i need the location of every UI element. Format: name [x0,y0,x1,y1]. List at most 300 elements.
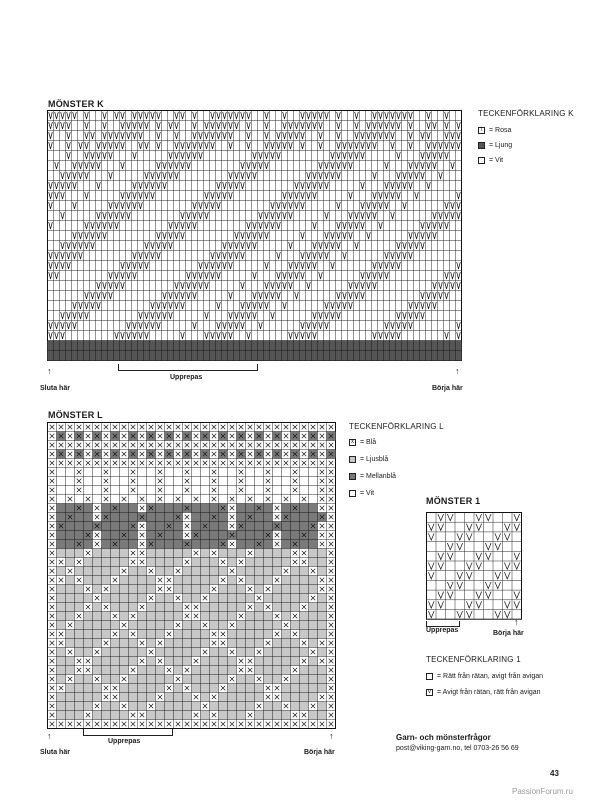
l-cell [84,693,93,702]
l-cell [273,711,282,720]
k-cell [264,341,270,351]
legend-row [426,671,543,681]
l-cell [174,612,183,621]
l-cell [120,666,129,675]
k-cell [72,341,78,351]
k-cell [330,351,336,361]
l-cell [111,621,120,630]
l-cell [219,585,228,594]
swatch-blank-icon [478,157,485,164]
l-cell [129,657,138,666]
k-cell [408,341,414,351]
l-cell [183,630,192,639]
l-cell [75,639,84,648]
l-cell [183,585,192,594]
l-cell [237,684,246,693]
k-cell [378,341,384,351]
l-cell [318,630,327,639]
l-cell [138,594,147,603]
k-cell [408,351,414,361]
l-cell [165,621,174,630]
k-cell [90,351,96,361]
k-cell [450,341,456,351]
l-cell [255,603,264,612]
l-cell [165,567,174,576]
l-cell [201,684,210,693]
l-cell [246,540,255,549]
l-cell [84,684,93,693]
l-cell [57,549,66,558]
l-cell [264,630,273,639]
l-cell [120,576,129,585]
legend-label: = Vit [489,156,504,164]
l-cell [174,684,183,693]
legend-row [349,488,396,498]
k-cell [180,341,186,351]
l-cell [264,540,273,549]
k-cell [138,341,144,351]
l-cell [210,702,219,711]
l-cell [255,693,264,702]
l-cell [84,630,93,639]
k-cell [234,341,240,351]
swatch-v-icon: v [428,688,431,695]
l-cell [57,711,66,720]
l-cell [309,693,318,702]
l-cell [84,702,93,711]
l-cell [255,522,264,531]
l-cell [300,612,309,621]
contact-heading: Garn- och mönsterfrågor [396,733,491,742]
k-cell [78,351,84,361]
l-cell [273,648,282,657]
l-cell [102,522,111,531]
l-cell [318,603,327,612]
l-cell [111,648,120,657]
k-cell [396,341,402,351]
l-cell [192,594,201,603]
l-cell [264,567,273,576]
l-cell [237,603,246,612]
monster-l-end-label: Börja här [304,749,335,756]
l-cell [93,603,102,612]
legend-row [349,437,396,447]
k-cell [252,351,258,361]
k-cell [84,351,90,361]
k-cell [198,341,204,351]
k-frame [48,111,462,361]
l-cell [201,639,210,648]
k-cell [414,341,420,351]
k-cell [402,341,408,351]
k-cell [162,351,168,361]
l-cell [246,576,255,585]
l-cell [75,675,84,684]
l-cell [246,684,255,693]
l-cell [201,540,210,549]
l-cell [291,513,300,522]
l-cell [219,549,228,558]
l-cell [246,504,255,513]
l-cell [282,711,291,720]
l-cell [318,684,327,693]
l-cell [219,513,228,522]
monster-l-chart [47,422,337,729]
l-cell [210,558,219,567]
l-cell [57,675,66,684]
l-cell [228,603,237,612]
k-cell [162,341,168,351]
l-cell [219,711,228,720]
legend-row [478,125,512,135]
l-cell [237,702,246,711]
l-cell [66,540,75,549]
l-cell [66,594,75,603]
monster-1-legend-title: TECKENFÖRKLARING 1 [426,655,521,664]
k-cell [144,341,150,351]
l-cell [282,558,291,567]
k-cell [414,351,420,361]
l-cell [273,603,282,612]
l-cell [201,558,210,567]
l-cell [147,531,156,540]
l-cell [210,576,219,585]
k-cell [360,341,366,351]
l-cell [255,558,264,567]
l-cell [318,666,327,675]
l-cell [264,576,273,585]
l-cell [84,567,93,576]
l-cell [111,558,120,567]
l-cell [66,576,75,585]
monster-1-legend [426,671,543,697]
k-cell [246,341,252,351]
l-cell [111,702,120,711]
l-cell [201,531,210,540]
l-cell [201,711,210,720]
l-cell [165,702,174,711]
l-cell [273,594,282,603]
l-cell [120,504,129,513]
l-cell [156,702,165,711]
l-cell [228,549,237,558]
l-cell [66,657,75,666]
l-cell [228,576,237,585]
l-cell [102,711,111,720]
l-cell [93,549,102,558]
k-cell [288,351,294,361]
k-cell [234,351,240,361]
l-cell [219,621,228,630]
k-cell [342,351,348,361]
l-cell [282,540,291,549]
legend-row [426,687,543,697]
l-cell [129,540,138,549]
l-cell [210,540,219,549]
l-cell [138,666,147,675]
k-cell [270,341,276,351]
swatch-blank-icon [349,490,356,497]
l-cell [282,549,291,558]
page-number: 43 [550,769,559,778]
l-cell [129,621,138,630]
l-cell [156,558,165,567]
l-cell [201,603,210,612]
k-cell [228,341,234,351]
k-cell [276,341,282,351]
k-cell [84,341,90,351]
l-cell [84,675,93,684]
l-cell [237,540,246,549]
l-cell [57,657,66,666]
l-cell [102,531,111,540]
l-cell [120,630,129,639]
l-cell [75,648,84,657]
l-cell [300,693,309,702]
l-cell [237,504,246,513]
l-cell [282,648,291,657]
l-cell [246,702,255,711]
l-cell [237,531,246,540]
l-cell [147,522,156,531]
l-cell [273,585,282,594]
k-cell [342,341,348,351]
legend-row [349,454,396,464]
k-cell [72,351,78,361]
monster-k-end-label: Börja här [432,385,463,392]
k-cell [246,351,252,361]
l-cell [255,549,264,558]
l-cell [165,531,174,540]
l-cell [129,639,138,648]
l-cell [111,531,120,540]
l-cell [156,513,165,522]
l-cell [57,612,66,621]
l-cell [102,594,111,603]
l-cell [300,576,309,585]
l-cell [129,576,138,585]
l-cell [264,594,273,603]
l-cell [210,657,219,666]
l-cell [84,648,93,657]
l-cell [156,621,165,630]
k-cell [324,351,330,361]
l-cell [57,621,66,630]
l-cell [237,711,246,720]
legend-label: = Ljusblå [360,455,389,463]
l-cell [57,594,66,603]
k-cell [456,351,462,361]
l-cell [138,567,147,576]
l-cell [174,531,183,540]
l-cell [246,675,255,684]
k-cell [48,341,54,351]
l-cell [102,657,111,666]
l-cell [228,639,237,648]
l-cell [66,531,75,540]
legend-label: = Rosa [489,126,512,134]
l-cell [246,621,255,630]
l-cell [111,603,120,612]
l-cell [174,657,183,666]
k-cell [222,341,228,351]
l-cell [309,576,318,585]
l-cell [273,657,282,666]
l-cell [174,711,183,720]
l-cell [183,639,192,648]
l-cell [291,585,300,594]
l-cell [255,684,264,693]
l-cell [228,657,237,666]
l-cell [255,657,264,666]
l-cell [120,585,129,594]
l-cell [66,585,75,594]
l-cell [102,666,111,675]
l-cell [228,693,237,702]
monster-l-start-label: Sluta här [40,749,70,756]
l-cell [264,657,273,666]
l-cell [237,567,246,576]
l-cell [309,684,318,693]
l-cell [156,684,165,693]
l-cell [237,621,246,630]
l-cell [57,531,66,540]
l-cell [138,585,147,594]
l-cell [138,702,147,711]
l-cell [282,576,291,585]
l-cell [246,630,255,639]
l-cell [156,603,165,612]
l-cell [102,540,111,549]
l-cell [75,567,84,576]
l-cell [237,639,246,648]
k-cell [366,341,372,351]
l-cell [300,513,309,522]
legend-label: = Rätt från rätan, avigt från avigan [437,672,544,680]
swatch-dark-icon [478,142,485,149]
k-cell [48,351,54,361]
l-cell [309,711,318,720]
l-cell [309,585,318,594]
l-cell [75,585,84,594]
l-cell [219,702,228,711]
l-cell [138,576,147,585]
l-cell [192,504,201,513]
l-cell [291,639,300,648]
l-cell [120,612,129,621]
l-cell [75,531,84,540]
l-cell [93,585,102,594]
l-cell [111,585,120,594]
l-cell [111,513,120,522]
k-cell [300,341,306,351]
l-cell [120,639,129,648]
l-cell [300,540,309,549]
l-cell [255,513,264,522]
k-cell [426,351,432,361]
l-cell [201,513,210,522]
l-cell [147,630,156,639]
k-cell [132,351,138,361]
l-cell [273,666,282,675]
l-cell [282,612,291,621]
l-cell [255,576,264,585]
l-cell [264,504,273,513]
l-cell [192,648,201,657]
l-cell [228,702,237,711]
l-cell [66,630,75,639]
l-cell [57,540,66,549]
l-cell [273,558,282,567]
k-cell [252,341,258,351]
k-cell [366,351,372,361]
k-cell [420,351,426,361]
l-cell [93,630,102,639]
k-cell [426,341,432,351]
l-cell [246,648,255,657]
swatch-mid-icon [349,473,356,480]
l-cell [273,639,282,648]
l-cell [192,576,201,585]
monster-l-legend [349,437,396,498]
l-cell [237,693,246,702]
l-cell [219,648,228,657]
l-cell [291,693,300,702]
l-cell [120,684,129,693]
l-cell [273,702,282,711]
l-cell [138,693,147,702]
l-cell [210,675,219,684]
l-cell [165,558,174,567]
l-cell [156,549,165,558]
l-cell [246,567,255,576]
l-cell [264,648,273,657]
monster-k-legend [478,125,512,165]
l-cell [93,576,102,585]
l-cell [237,585,246,594]
l-cell [102,648,111,657]
l-cell [309,504,318,513]
l-cell [291,531,300,540]
l-cell [147,513,156,522]
monster-k-legend-title: TECKENFÖRKLARING K [478,109,574,118]
k-cell [132,341,138,351]
l-cell [156,612,165,621]
l-cell [183,594,192,603]
l-cell [255,612,264,621]
l-cell [183,567,192,576]
l-cell [300,666,309,675]
l-cell [165,657,174,666]
l-cell [201,666,210,675]
l-cell [183,576,192,585]
l-cell [273,567,282,576]
k-cell [174,341,180,351]
k-cell [402,351,408,361]
l-cell [66,549,75,558]
l-cell [282,603,291,612]
k-cell [60,341,66,351]
l-cell [282,594,291,603]
l-cell [309,657,318,666]
k-cell [60,351,66,361]
k-cell [126,351,132,361]
l-cell [318,675,327,684]
l-cell [102,558,111,567]
l-cell [111,594,120,603]
l-cell [318,648,327,657]
l-cell [120,549,129,558]
